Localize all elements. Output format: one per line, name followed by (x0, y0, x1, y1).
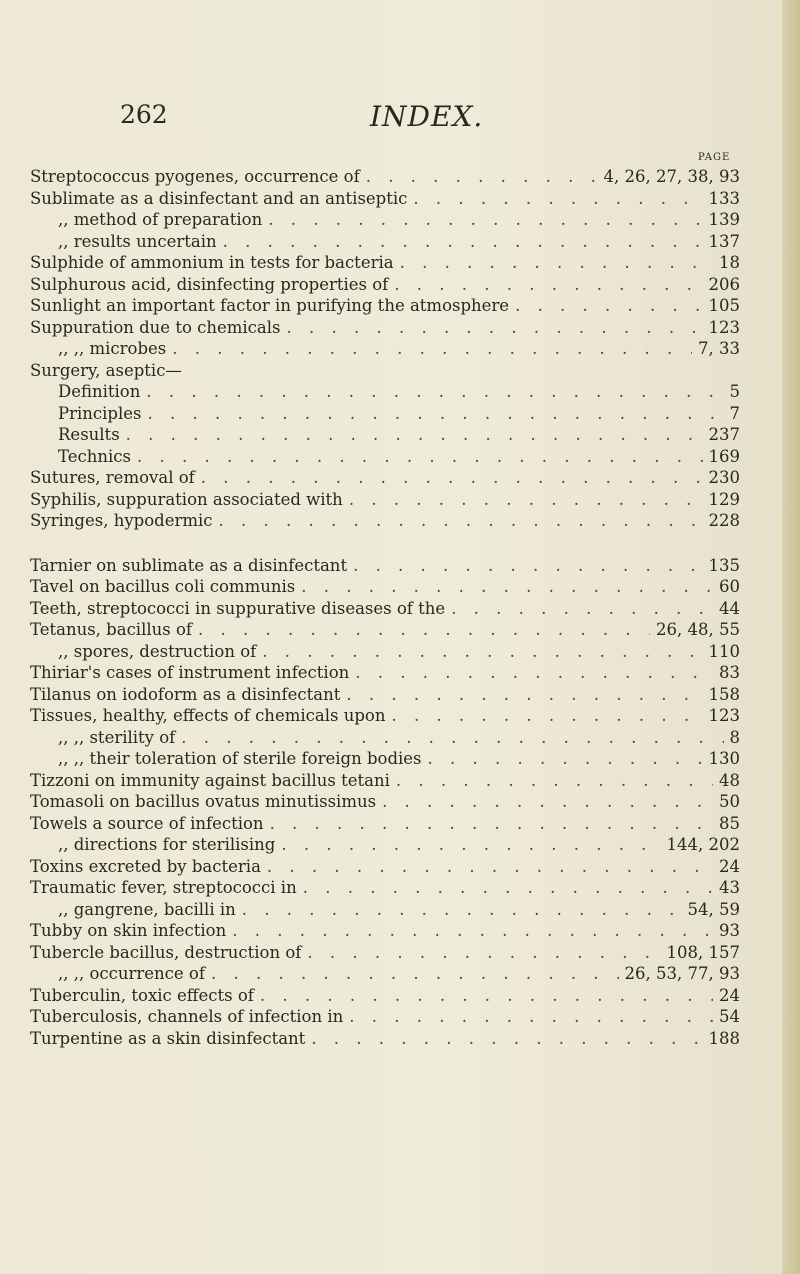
index-entry (30, 381, 740, 403)
index-entry (30, 231, 740, 253)
entry-pages: 133 (708, 188, 740, 208)
entry-text: Suppuration due to chemicals (30, 317, 281, 337)
entry-pages: 110 (708, 641, 740, 661)
entry-text: ,, ,, sterility of (58, 727, 176, 747)
dot-leaders (232, 920, 713, 942)
entry-pages: 44 (719, 598, 740, 618)
entry-pages: 54 (719, 1007, 740, 1026)
dot-leaders (451, 598, 713, 620)
entry-text: Tomasoli on bacillus ovatus minutissimus (30, 792, 377, 811)
entry-text: Sunlight an important factor in purifying the atmosphere (30, 296, 510, 315)
entry-pages: 24 (719, 985, 740, 1005)
entry-pages: 4, 26, 27, 38, 93 (603, 167, 740, 186)
dot-leaders (211, 963, 619, 985)
entry-text: ,, gangrene, bacilli in (58, 899, 236, 919)
entry-text: Towels a source of infection (30, 813, 264, 833)
entry-text: Tizzoni on immunity against bacillus tetani (30, 770, 390, 790)
page-column-label: PAGE (698, 152, 731, 163)
dot-leaders (223, 231, 703, 253)
index-entry (30, 791, 740, 813)
index-entry (30, 295, 740, 317)
index-entry (30, 360, 740, 382)
index-entry (30, 1006, 740, 1028)
entry-text: Tissues, healthy, effects of chemicals upon (30, 706, 386, 725)
index-entry (30, 748, 740, 770)
index-entry (30, 188, 740, 210)
entry-text: Streptococcus pyogenes, occurrence of (30, 167, 360, 186)
index-entry (30, 424, 740, 446)
index-section-t (30, 555, 740, 1050)
entry-pages: 228 (708, 511, 740, 530)
entry-text: Syphilis, suppuration associated with (30, 489, 343, 509)
dot-leaders (382, 791, 713, 813)
entry-pages: 158 (708, 684, 740, 704)
index-entry (30, 252, 740, 274)
entry-text: ,, ,, occurrence of (58, 964, 205, 983)
entry-pages: 144, 202 (666, 835, 740, 854)
entry-pages: 7 (729, 403, 740, 423)
entry-text: Tilanus on iodoform as a disinfectant (30, 684, 341, 704)
dot-leaders (355, 662, 713, 684)
entry-pages: 137 (708, 231, 740, 251)
dot-leaders (396, 770, 713, 792)
index-entry (30, 274, 740, 296)
index-entry (30, 576, 740, 598)
entry-text: Tuberculin, toxic effects of (30, 985, 254, 1005)
index-entry (30, 209, 740, 231)
entry-pages: 83 (719, 663, 740, 682)
dot-leaders (515, 295, 702, 317)
entry-text: Traumatic fever, streptococci in (30, 878, 297, 897)
index-entry (30, 920, 740, 942)
entry-pages: 26, 53, 77, 93 (624, 964, 740, 983)
dot-leaders (260, 985, 713, 1007)
index-section-s (30, 166, 740, 532)
index-entry (30, 598, 740, 620)
index-entries (30, 166, 740, 1049)
dot-leaders (268, 209, 702, 231)
entry-pages: 60 (719, 577, 740, 596)
dot-leaders (413, 188, 702, 210)
index-entry (30, 963, 740, 985)
dot-leaders (353, 555, 702, 577)
page-header (120, 100, 720, 140)
entry-pages: 206 (708, 274, 740, 294)
index-entry (30, 877, 740, 899)
entry-text: Thiriar's cases of instrument infection (30, 663, 350, 682)
dot-leaders (181, 727, 723, 749)
dot-leaders (349, 1006, 713, 1028)
index-entry (30, 727, 740, 749)
entry-text: Surgery, aseptic— (30, 360, 182, 380)
dot-leaders (428, 748, 703, 770)
entry-text: Tuberculosis, channels of infection in (30, 1007, 344, 1026)
entry-pages: 85 (719, 813, 740, 833)
index-entry (30, 985, 740, 1007)
entry-text: ,, ,, microbes (58, 339, 167, 358)
dot-leaders (346, 684, 702, 706)
dot-leaders (391, 705, 702, 727)
entry-pages: 237 (708, 425, 740, 444)
entry-text: ,, method of preparation (58, 210, 263, 229)
entry-text: ,, directions for sterilising (58, 835, 276, 854)
entry-pages: 43 (719, 878, 740, 897)
index-entry (30, 510, 740, 532)
entry-text: Tubercle bacillus, destruction of (30, 942, 302, 962)
index-entry (30, 166, 740, 188)
entry-text: ,, spores, destruction of (58, 641, 257, 661)
dot-leaders (219, 510, 703, 532)
entry-text: Tarnier on sublimate as a disinfectant (30, 555, 348, 575)
dot-leaders (307, 942, 660, 964)
dot-leaders (267, 856, 713, 878)
entry-text: Sulphurous acid, disinfecting properties of (30, 274, 389, 294)
running-head: INDEX. (370, 100, 484, 133)
entry-text: Principles (58, 403, 142, 423)
entry-pages: 123 (708, 317, 740, 337)
dot-leaders (366, 166, 598, 188)
dot-leaders (287, 317, 703, 339)
index-entry (30, 813, 740, 835)
index-entry (30, 619, 740, 641)
entry-pages: 8 (729, 727, 740, 747)
dot-leaders (311, 1028, 702, 1050)
index-entry (30, 705, 740, 727)
entry-pages: 139 (708, 210, 740, 229)
index-entry (30, 403, 740, 425)
entry-text: Tubby on skin infection (30, 921, 227, 940)
page-number: 262 (120, 100, 168, 129)
entry-text: ,, results uncertain (58, 231, 217, 251)
dot-leaders (201, 467, 703, 489)
entry-pages: 93 (719, 921, 740, 940)
dot-leaders (270, 813, 713, 835)
entry-pages: 123 (708, 706, 740, 725)
entry-pages: 50 (719, 792, 740, 811)
entry-pages: 230 (708, 468, 740, 487)
dot-leaders (394, 274, 702, 296)
dot-leaders (281, 834, 660, 856)
entry-pages: 24 (719, 856, 740, 876)
entry-text: Sutures, removal of (30, 468, 195, 487)
entry-text: Results (58, 425, 120, 444)
dot-leaders (147, 403, 723, 425)
entry-pages: 108, 157 (666, 942, 740, 962)
entry-text: Tavel on bacillus coli communis (30, 577, 296, 596)
entry-pages: 130 (708, 749, 740, 768)
entry-text: ,, ,, their toleration of sterile foreign bodies (58, 749, 422, 768)
dot-leaders (400, 252, 713, 274)
index-entry (30, 446, 740, 468)
index-entry (30, 834, 740, 856)
entry-pages: 18 (719, 253, 740, 272)
entry-text: Turpentine as a skin disinfectant (30, 1028, 306, 1048)
entry-text: Technics (58, 446, 131, 466)
dot-leaders (137, 446, 703, 468)
dot-leaders (242, 899, 682, 921)
dot-leaders (172, 338, 692, 360)
entry-text: Sulphide of ammonium in tests for bacteria (30, 253, 394, 272)
entry-pages: 26, 48, 55 (656, 620, 740, 639)
entry-pages: 105 (708, 296, 740, 315)
index-entry (30, 770, 740, 792)
entry-text: Teeth, streptococci in suppurative diseases of the (30, 598, 446, 618)
entry-text: Sublimate as a disinfectant and an antiseptic (30, 188, 408, 208)
index-entry (30, 899, 740, 921)
entry-text: Syringes, hypodermic (30, 511, 213, 530)
index-entry (30, 338, 740, 360)
entry-pages: 7, 33 (698, 339, 740, 358)
entry-pages: 48 (719, 770, 740, 790)
entry-pages: 54, 59 (687, 899, 740, 919)
index-entry (30, 317, 740, 339)
index-entry (30, 856, 740, 878)
section-gap (30, 532, 740, 555)
dot-leaders (198, 619, 650, 641)
index-entry (30, 1028, 740, 1050)
dot-leaders (126, 424, 703, 446)
entry-text: Tetanus, bacillus of (30, 620, 193, 639)
index-entry (30, 684, 740, 706)
index-entry (30, 942, 740, 964)
entry-pages: 188 (708, 1028, 740, 1048)
page-edge (782, 0, 800, 1274)
index-entry (30, 662, 740, 684)
index-entry (30, 555, 740, 577)
dot-leaders (349, 489, 703, 511)
dot-leaders (301, 576, 713, 598)
index-entry (30, 489, 740, 511)
index-entry (30, 467, 740, 489)
index-entry (30, 641, 740, 663)
dot-leaders (303, 877, 713, 899)
entry-pages: 169 (708, 446, 740, 466)
dot-leaders (262, 641, 702, 663)
entry-pages: 135 (708, 555, 740, 575)
dot-leaders (146, 381, 723, 403)
entry-pages: 129 (708, 489, 740, 509)
entry-text: Toxins excreted by bacteria (30, 856, 261, 876)
entry-pages: 5 (729, 382, 740, 401)
entry-text: Definition (58, 382, 141, 401)
